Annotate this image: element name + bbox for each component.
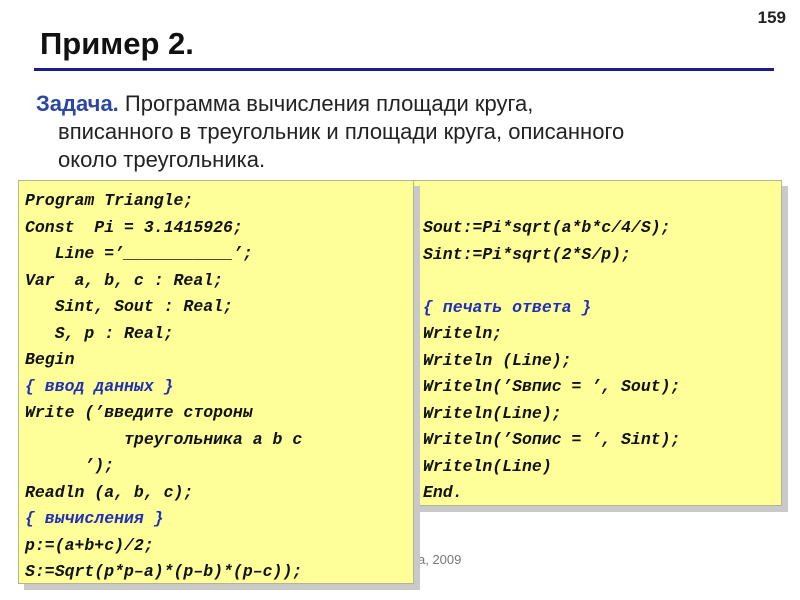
code-line: Sint:=Pi*sqrt(2*S/p);	[423, 244, 631, 264]
code-comment: { ввод данных }	[25, 376, 174, 396]
task-description	[36, 90, 776, 174]
task-text-3: около треугольника.	[58, 147, 266, 172]
code-line: Writeln(’Sвпис = ’, Sout);	[423, 377, 681, 396]
code-line-blank	[423, 268, 781, 295]
code-line: End.	[423, 483, 463, 502]
code-line: Var a, b, c : Real;	[25, 270, 224, 290]
code-line: Writeln(’Sопис = ’, Sint);	[423, 430, 681, 449]
code-line: Sout:=Pi*sqrt(a*b*c/4/S);	[423, 218, 671, 237]
code-line: S, p : Real;	[25, 323, 174, 343]
task-line-1	[36, 90, 776, 118]
code-line: Program Triangle;	[25, 191, 194, 210]
code-line: Writeln;	[423, 324, 503, 343]
page-number: 159	[757, 8, 786, 27]
task-label: Задача.	[36, 91, 119, 116]
code-line: Write (’введите стороны	[25, 403, 253, 422]
code-comment: { печать ответа }	[423, 297, 592, 317]
code-line: ’);	[25, 456, 115, 475]
code-line: Line =’___________’;	[25, 244, 253, 263]
code-line: p:=(a+b+c)/2;	[25, 535, 154, 555]
code-block-left	[18, 180, 414, 584]
code-line: треугольника a b c	[25, 429, 303, 449]
code-line: Writeln(Line)	[423, 456, 552, 476]
title-underline	[34, 68, 774, 71]
code-line: Readln (a, b, c);	[25, 482, 194, 502]
code-line: Const Pi = 3.1415926;	[25, 217, 243, 237]
footer-text: а, 2009	[418, 552, 462, 567]
task-text-2: вписанного в треугольник и площади круга, описанного	[58, 119, 625, 144]
code-line: Writeln(Line);	[423, 403, 562, 423]
code-line: S:=Sqrt(p*p–a)*(p–b)*(p–c));	[25, 562, 303, 581]
task-text-1: Программа вычисления площади круга,	[118, 91, 534, 116]
code-line: Writeln (Line);	[423, 350, 572, 370]
slide-title: Пример 2.	[40, 26, 194, 61]
code-line: Sint, Sout : Real;	[25, 297, 233, 316]
code-line: Begin	[25, 350, 75, 369]
code-comment: { вычисления }	[25, 509, 164, 528]
code-block-right	[410, 180, 782, 506]
